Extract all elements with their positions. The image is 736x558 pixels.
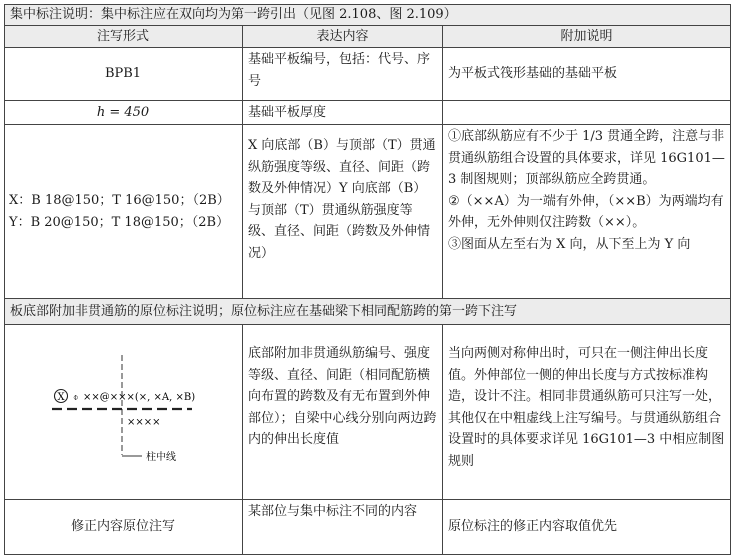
extra-rebar-content: 底部附加非贯通纵筋编号、强度等级、直径、间距（相同配筋横向布置的跨数及有无布置到外伸部位）；自梁中心线分别向两边跨内的伸出长度值 bbox=[243, 325, 443, 500]
rebar-y-line: Y：B 20@150；T 18@150；（2B） bbox=[9, 214, 230, 230]
thickness-note bbox=[443, 101, 731, 125]
header-note: 附加说明 bbox=[443, 26, 731, 48]
section2-title: 板底部附加非贯通筋的原位标注说明；原位标注应在基础梁下相同配筋跨的第一跨下注写 bbox=[4, 299, 731, 325]
correction-content: 某部位与集中标注不同的内容 bbox=[243, 500, 443, 555]
thickness-form: h = 450 bbox=[4, 101, 243, 125]
rebar-notes bbox=[443, 125, 731, 299]
rebar-note-3: ③图面从左至右为 X 向，从下至上为 Y 向 bbox=[448, 236, 691, 252]
diagram-sub-text: ×××× bbox=[127, 417, 161, 428]
header-content: 表达内容 bbox=[243, 26, 443, 48]
section1-title: 集中标注说明：集中标注应在双向均为第一跨引出（见图 2.108、图 2.109） bbox=[4, 4, 731, 26]
bpb-content: 基础平板编号，包括：代号、序号 bbox=[243, 48, 443, 101]
rebar-content: X 向底部（B）与顶部（T）贯通纵筋强度等级、直径、间距（跨数及外伸情况）Y 向底部（B）与顶部（T）贯通纵筋强度等级、直径、间距（跨数及外伸情况） bbox=[243, 125, 443, 299]
thickness-content: 基础平板厚度 bbox=[243, 101, 443, 125]
circle-label: X bbox=[57, 392, 65, 403]
annotation-diagram bbox=[4, 325, 242, 499]
rebar-form bbox=[4, 125, 243, 299]
extra-rebar-note: 当向两侧对称伸出时，可只在一侧注伸出长度值。外伸部位一侧的伸出长度与方式按标准构造，设计不注。相同非贯通纵筋可只注写一处，其他仅在中粗虚线上注写编号。与贯通纵筋组合设置时的具体要求详见 16G101—3 中相应制图规则 bbox=[443, 325, 731, 500]
strength-grade-symbol: ⌽ bbox=[73, 393, 79, 403]
rebar-x-line: X：B 18@150；T 16@150；（2B） bbox=[9, 192, 230, 208]
bpb-note: 为平板式筏形基础的基础平板 bbox=[443, 48, 731, 101]
rebar-note-2: ②（××A）为一端有外伸，（××B）为两端均有外伸，无外伸则仅注跨数（××）。 bbox=[448, 193, 724, 231]
axis-label: 柱中线 bbox=[146, 452, 176, 463]
extra-rebar-diagram bbox=[4, 325, 243, 500]
diagram-main-text: ××@×××(×, ×A, ×B) bbox=[83, 392, 196, 403]
bpb-form: BPB1 bbox=[4, 48, 243, 101]
header-form: 注写形式 bbox=[4, 26, 243, 48]
correction-note: 原位标注的修正内容取值优先 bbox=[443, 500, 731, 555]
correction-form: 修正内容原位注写 bbox=[4, 500, 243, 555]
rebar-note-1: ①底部纵筋应有不少于 1/3 贯通全跨，注意与非贯通纵筋组合设置的具体要求，详见 16G101—3 制图规则；顶部纵筋应全跨贯通。 bbox=[448, 129, 725, 188]
